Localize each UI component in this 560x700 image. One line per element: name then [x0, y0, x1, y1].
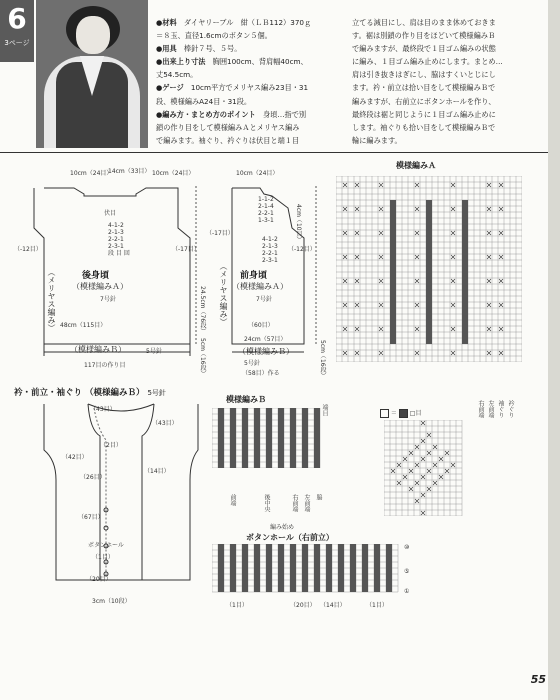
diamond-swatch — [384, 420, 464, 516]
collar-subtitle: （模様編みＢ） — [84, 388, 145, 398]
instruction-line: ます。衿・前立は拾い目をして模様編みＢで — [352, 83, 496, 93]
bullet-icon: ● — [156, 57, 163, 67]
collar-bottom-label: 3cm（10段） — [92, 598, 131, 605]
instruction-line — [156, 121, 346, 134]
back-top-left: 10cm（24目） — [70, 170, 113, 177]
front-body-subtitle: （模様編みＡ） — [232, 282, 288, 291]
collar-count-5: （26目） — [80, 474, 106, 481]
back-hem-needle: 5号針 — [146, 348, 162, 355]
shaping-row: 2-1-3 — [262, 243, 278, 250]
shaping-row: 2-2-1 — [262, 250, 278, 257]
back-side-dec-right: （-17目） — [172, 246, 200, 253]
front-side-dec: （-12目） — [288, 246, 316, 253]
instruction-text: ダイヤリーブル 紺（ＬＢ112）370ｇ — [183, 18, 312, 27]
back-length: 24.5cm（76段） — [199, 286, 206, 335]
instruction-line — [156, 29, 346, 42]
back-armhole-rows — [108, 222, 130, 257]
back-side-dec-left: （-12目） — [14, 246, 42, 253]
front-hem-pattern: （模様編みＢ） — [238, 347, 294, 356]
legend-filled-icon — [399, 409, 408, 418]
front-neck-rows — [258, 196, 274, 224]
collar-needle: 5号針 — [147, 389, 166, 397]
instruction-label: 材料 — [162, 18, 177, 27]
instruction-text: ＝８玉、直径1.6cmのボタン５個。 — [156, 31, 272, 41]
front-body-needle: 7号針 — [256, 296, 272, 303]
front-body-title: 前身頃 — [240, 271, 268, 281]
buttonhole-side-2: （14目） — [320, 602, 346, 609]
shaping-row: 4-1-2 — [262, 236, 278, 243]
header-divider — [0, 152, 548, 153]
collar-count-2: （43目） — [152, 420, 178, 427]
side-label-1: 右前端 — [477, 400, 484, 418]
instruction-line: 最終段は裾と同じように１目ゴム編み止めに — [352, 109, 496, 119]
front-edge-dec: （-17目） — [206, 230, 234, 237]
back-center-label: 伏目 — [104, 210, 117, 217]
collar-title-text: 衿・前立・袖ぐり — [14, 388, 83, 398]
side-label-4: 衿ぐり — [507, 400, 514, 418]
front-top-right: 4cm（10目） — [295, 204, 302, 243]
collar-title — [14, 386, 166, 398]
front-top-left: 10cm（24目） — [236, 170, 279, 177]
collar-count-1: （43目） — [90, 406, 116, 413]
shaping-row: 段 目 回 — [108, 250, 130, 257]
back-side-stitch: （メリヤス編み） — [47, 268, 56, 332]
collar-count-8: （1目） — [92, 554, 114, 561]
bullet-icon: ● — [156, 44, 163, 54]
legend-box-icon — [380, 409, 389, 418]
back-body-schematic — [0, 156, 210, 376]
instruction-text: 鎖の作り目をして模様編みＡとメリヤス編み — [156, 122, 300, 132]
front-bottom-count: （58目）作る — [242, 370, 280, 377]
pattern-b-edge: 端目 — [321, 404, 328, 416]
bullet-icon: ● — [156, 109, 163, 119]
page-reference: 3ページ — [4, 39, 30, 47]
shaping-row: 2-1-4 — [258, 203, 274, 210]
buttonhole-count: （20目） — [290, 602, 316, 609]
instruction-line: 立てる減目にし、肩は目のまま休めておきま — [352, 18, 496, 27]
instructions-left — [156, 16, 346, 147]
instruction-text: 棒針７号、５号。 — [183, 44, 242, 54]
instruction-line: します。袖ぐりも拾い目をして模様編みＢで — [352, 122, 496, 132]
pattern-b-legend-1: 前端 — [229, 494, 236, 506]
instruction-label: ゲージ — [162, 83, 184, 93]
back-body-needle: 7号針 — [100, 296, 116, 303]
page-edge — [548, 0, 560, 700]
instruction-text: 10cm平方でメリヤス編み23目・31 — [190, 83, 309, 93]
back-top-right: 10cm（24目） — [152, 170, 195, 177]
back-width: 48cm（115目） — [60, 322, 107, 329]
bullet-icon: ● — [156, 83, 163, 93]
instruction-line: で編みますが、最終段で１目ゴム編みの状態 — [352, 44, 496, 54]
instruction-line — [156, 134, 346, 147]
pattern-b-legend-3: 右前端 — [291, 494, 298, 512]
shaping-row: 2-1-3 — [108, 229, 124, 236]
instruction-line: 輪に編みます。 — [352, 135, 402, 145]
front-hem-needle: 5号針 — [244, 360, 260, 367]
pattern-b-legend-4: 左前端 — [303, 494, 310, 512]
front-body-schematic — [212, 156, 330, 376]
back-hem-depth: 5cm（16段） — [199, 338, 206, 377]
shaping-row: 1-1-2 — [258, 196, 274, 203]
side-label-3: 袖ぐり — [497, 400, 504, 418]
instruction-text: 段、模様編みA24目・31段。 — [156, 96, 252, 106]
pattern-b-title: 模様編みＢ — [226, 395, 266, 404]
back-top-mid: 14cm（33目） — [108, 168, 151, 175]
instructions-right — [352, 16, 534, 147]
pattern-b-start: 編み始め — [270, 524, 295, 531]
shaping-row: 2-2-1 — [258, 210, 274, 217]
buttonhole-side-1: （1目） — [226, 602, 248, 609]
instruction-line — [156, 55, 346, 68]
instruction-label: 編み方・まとめ方のポイント — [162, 109, 256, 119]
shaping-row: 1-3-1 — [258, 217, 274, 224]
back-bottom-count: 117目の作り目 — [84, 362, 126, 369]
back-body-subtitle: （模様編みＡ） — [72, 282, 128, 291]
collar-schematic — [36, 400, 206, 610]
instruction-label: 用具 — [162, 44, 177, 54]
pattern-b-legend-2: 後中央 — [263, 494, 270, 512]
shaping-row: 2-3-1 — [108, 243, 124, 250]
buttonhole-chart — [212, 544, 402, 596]
collar-count-9: （20目） — [86, 576, 112, 583]
model-photo — [36, 0, 148, 148]
instruction-line: 編みますが、右前立にボタンホールを作り、 — [352, 96, 496, 106]
page-number: 55 — [530, 673, 546, 686]
front-armhole-rows — [262, 236, 278, 264]
instruction-line: 肩は引き抜きはぎにし、脇はすくいとじにし — [352, 70, 496, 80]
instruction-line — [156, 68, 346, 81]
buttonhole-row-10: ⑩ — [404, 544, 410, 551]
collar-count-4: （42目） — [62, 454, 88, 461]
symbol-legend — [380, 408, 421, 418]
back-hem-pattern: （模様編みＢ） — [70, 345, 126, 354]
collar-count-7: （14目） — [144, 468, 170, 475]
collar-count-6: （67目） — [78, 514, 104, 521]
front-width: 24cm（57目） — [244, 336, 287, 343]
pattern-b-legend-5: 脇 — [315, 494, 322, 500]
front-hem-depth: 5cm（16段） — [319, 340, 326, 379]
front-side-stitch: （メリヤス編み） — [219, 262, 228, 326]
side-label-2: 左前端 — [487, 400, 494, 418]
back-body-title: 後身頃 — [82, 271, 110, 281]
collar-button-label: ボタンホール — [88, 542, 124, 549]
collar-count-3: （2目） — [100, 442, 122, 449]
pattern-number: 6 — [7, 2, 27, 35]
instruction-line — [156, 95, 346, 108]
pattern-b-chart — [212, 408, 322, 468]
pattern-number-tag — [0, 0, 34, 62]
instruction-line — [156, 42, 346, 55]
instruction-line — [156, 81, 346, 94]
shaping-row: 4-1-2 — [108, 222, 124, 229]
pattern-a-chart — [336, 176, 522, 362]
front-button-edge: （60目） — [248, 322, 274, 329]
buttonhole-side-3: （1目） — [366, 602, 388, 609]
buttonhole-title: ボタンホール（右前立） — [246, 533, 334, 542]
instruction-line — [156, 108, 346, 121]
instruction-text: 身頃…指で別 — [262, 109, 307, 119]
instruction-label: 出来上り寸法 — [162, 57, 206, 67]
instruction-text: 丈54.5cm。 — [156, 70, 198, 80]
pattern-a-title: 模様編みＡ — [396, 161, 436, 170]
instruction-line: に編み、１目ゴム編み止めにします。まとめ… — [352, 57, 503, 67]
shaping-row: 2-3-1 — [262, 257, 278, 264]
legend-equals: ＝ — [390, 410, 397, 417]
shaping-row: 2-2-1 — [108, 236, 124, 243]
instruction-line: す。裾は別鎖の作り目をほどいて模様編みＢ — [352, 31, 496, 41]
instruction-line — [156, 16, 346, 29]
photo-face — [76, 16, 110, 54]
buttonhole-row-5: ⑤ — [404, 568, 410, 575]
buttonhole-row-1: ① — [404, 588, 410, 595]
instruction-text: 胸囲100cm、背肩幅40cm、 — [212, 57, 308, 67]
instruction-text: で編みます。袖ぐり、衿ぐりは伏目と端１目 — [156, 135, 300, 145]
bullet-icon: ● — [156, 18, 163, 27]
legend-meaning: □目 — [409, 410, 422, 417]
